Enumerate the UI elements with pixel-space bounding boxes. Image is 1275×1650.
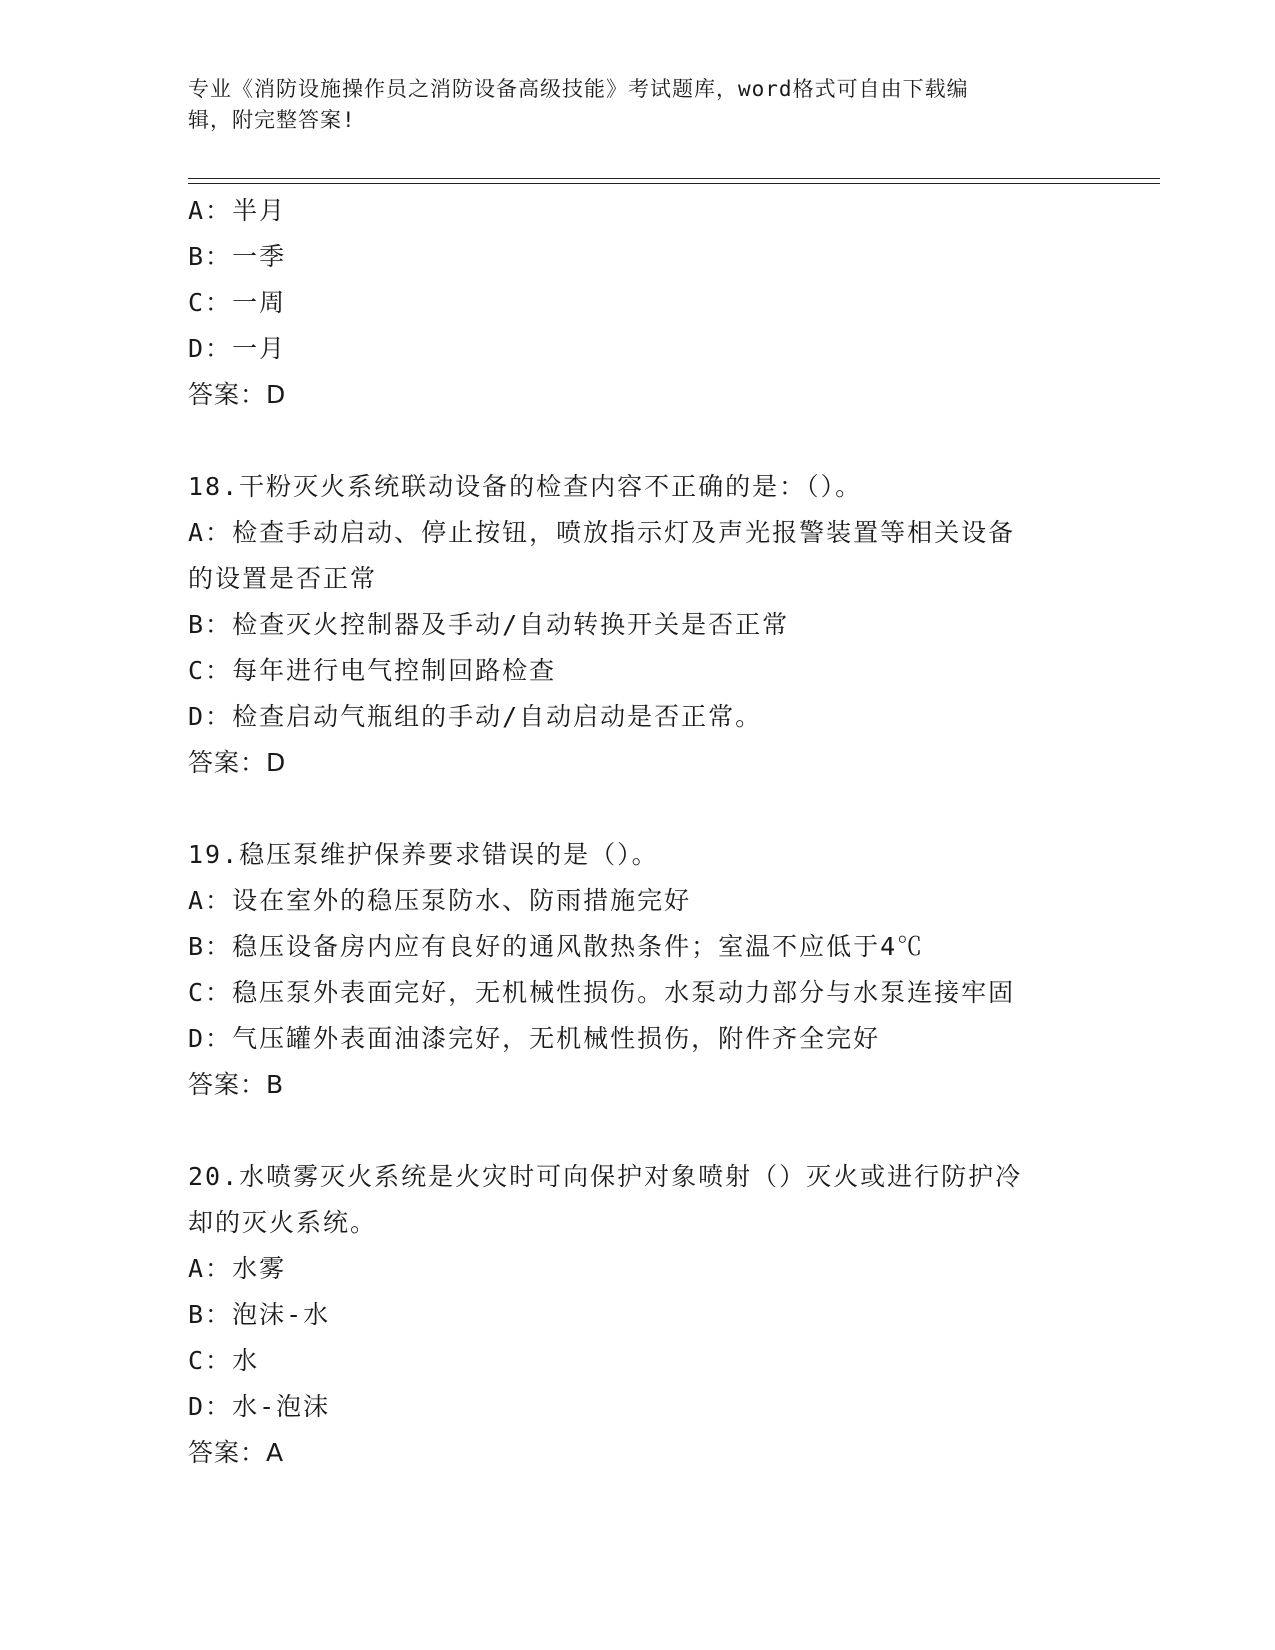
spacer [188,1108,1088,1154]
answer-line: 答案：B [188,1070,285,1099]
option-a: A：水雾 [188,1254,287,1283]
question-content [188,188,1088,1476]
option-d: D：检查启动气瓶组的手动/自动启动是否正常。 [188,702,763,731]
option-b: B：一季 [188,242,287,271]
option-c: C：水 [188,1346,260,1375]
option-a-continued: 的设置是否正常 [188,564,378,593]
option-c: C：稳压泵外表面完好，无机械性损伤。水泵动力部分与水泵连接牢固 [188,978,1016,1007]
option-d: D：一月 [188,334,287,363]
option-c: C：每年进行电气控制回路检查 [188,656,557,685]
option-a: A：设在室外的稳压泵防水、防雨措施完好 [188,886,692,915]
header-line-1: 专业《消防设施操作员之消防设备高级技能》考试题库，word格式可自由下载编 [188,77,969,101]
answer-line: 答案：D [188,748,287,777]
header-line-2: 辑，附完整答案! [188,108,356,132]
option-d: D：气压罐外表面油漆完好，无机械性损伤，附件齐全完好 [188,1024,881,1053]
spacer [188,418,1088,464]
option-c: C：一周 [188,288,287,317]
option-d: D：水-泡沫 [188,1392,331,1421]
option-b: B：泡沫-水 [188,1300,331,1329]
carryover-block [188,188,1088,418]
header-divider-bottom [188,183,1160,184]
question-18 [188,464,1088,786]
option-b: B：检查灭火控制器及手动/自动转换开关是否正常 [188,610,790,639]
question-20 [188,1154,1088,1476]
option-b: B：稳压设备房内应有良好的通风散热条件；室温不应低于4℃ [188,932,925,961]
question-stem: 18.干粉灭火系统联动设备的检查内容不正确的是：（）。 [188,472,863,501]
answer-line: 答案：A [188,1438,285,1467]
option-a: A：半月 [188,196,287,225]
question-stem-continued: 却的灭火系统。 [188,1208,378,1237]
spacer [188,786,1088,832]
question-stem: 19.稳压泵维护保养要求错误的是（）。 [188,840,659,869]
question-19 [188,832,1088,1108]
question-stem: 20.水喷雾灭火系统是火灾时可向保护对象喷射（）灭火或进行防护冷 [188,1162,1023,1191]
header-divider-top [188,178,1160,179]
option-a: A：检查手动启动、停止按钮，喷放指示灯及声光报警装置等相关设备 [188,518,1016,547]
answer-line: 答案：D [188,380,287,409]
document-header [188,74,1088,136]
